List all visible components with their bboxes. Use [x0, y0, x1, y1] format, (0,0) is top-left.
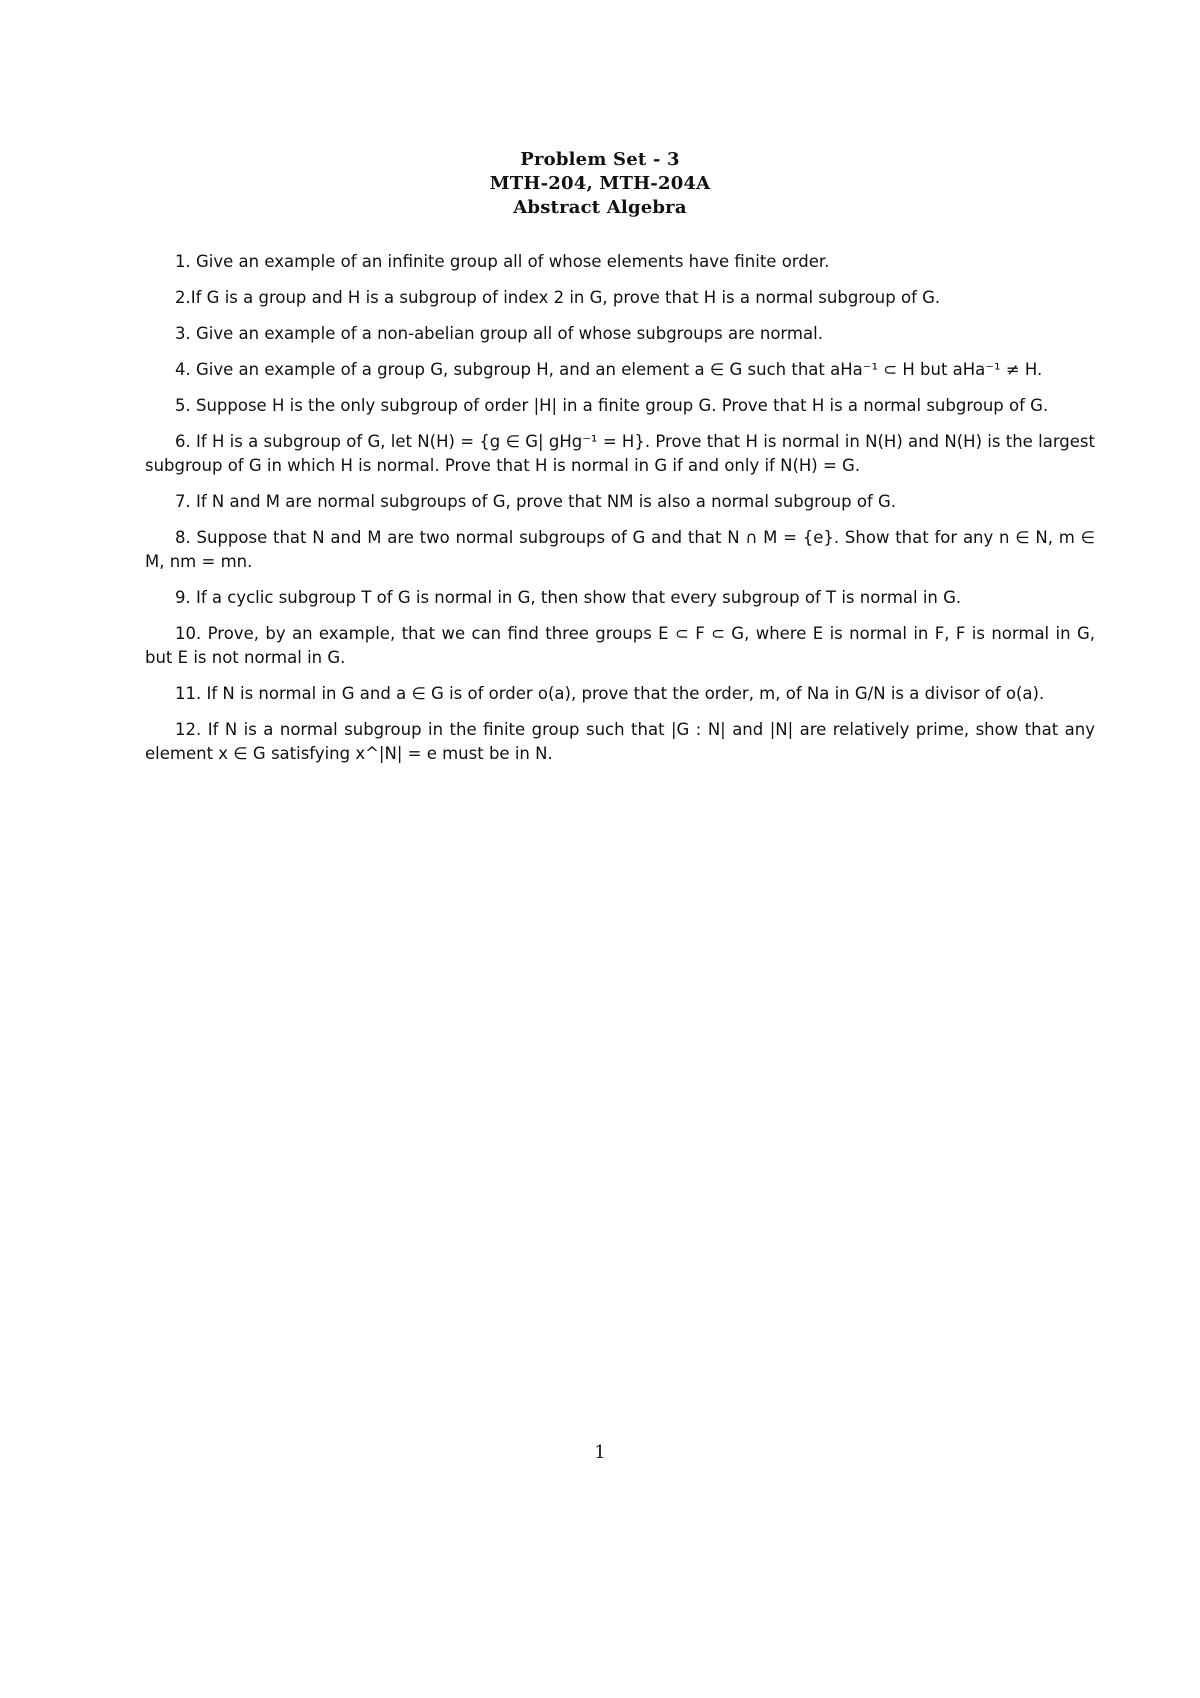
- problem-list: [145, 250, 1095, 778]
- problem-5: 5. Suppose H is the only subgroup of order |H| in a finite group G. Prove that H is a normal subgroup of G.: [175, 396, 1049, 415]
- problem-3: 3. Give an example of a non-abelian group all of whose subgroups are normal.: [175, 324, 823, 343]
- problem-1: 1. Give an example of an infinite group all of whose elements have finite order.: [175, 252, 830, 271]
- problem-2: 2.If G is a group and H is a subgroup of index 2 in G, prove that H is a normal subgroup of G.: [175, 288, 941, 307]
- problem-12: 12. If N is a normal subgroup in the finite group such that |G : N| and |N| are relatively prime, show that any element x ∈ G satisfying x^|N| = e must be in N.: [145, 720, 1095, 763]
- problem-8: 8. Suppose that N and M are two normal subgroups of G and that N ∩ M = {e}. Show that for any n ∈ N, m ∈ M, nm = mn.: [145, 528, 1095, 571]
- page-number: 1: [594, 1442, 606, 1463]
- problem-7: 7. If N and M are normal subgroups of G, prove that NM is also a normal subgroup of G.: [175, 492, 897, 511]
- problem-set-title: Problem Set - 3: [520, 149, 680, 170]
- problem-9: 9. If a cyclic subgroup T of G is normal in G, then show that every subgroup of T is normal in G.: [175, 588, 962, 607]
- document-header: [0, 148, 1200, 220]
- problem-4: 4. Give an example of a group G, subgroup H, and an element a ∈ G such that aHa⁻¹ ⊂ H but aHa⁻¹ ≠ H.: [175, 360, 1043, 379]
- course-code: MTH-204, MTH-204A: [489, 173, 711, 194]
- problem-6: 6. If H is a subgroup of G, let N(H) = {g ∈ G| gHg⁻¹ = H}. Prove that H is normal in N(H) and N(H) is the largest subgroup of G in which H is normal. Prove that H is normal in G if and only if N(H) = G.: [145, 432, 1095, 475]
- subject-title: Abstract Algebra: [513, 197, 687, 218]
- problem-11: 11. If N is normal in G and a ∈ G is of order o(a), prove that the order, m, of Na in G/N is a divisor of o(a).: [175, 684, 1045, 703]
- problem-10: 10. Prove, by an example, that we can find three groups E ⊂ F ⊂ G, where E is normal in F, F is normal in G, but E is not normal in G.: [145, 624, 1095, 667]
